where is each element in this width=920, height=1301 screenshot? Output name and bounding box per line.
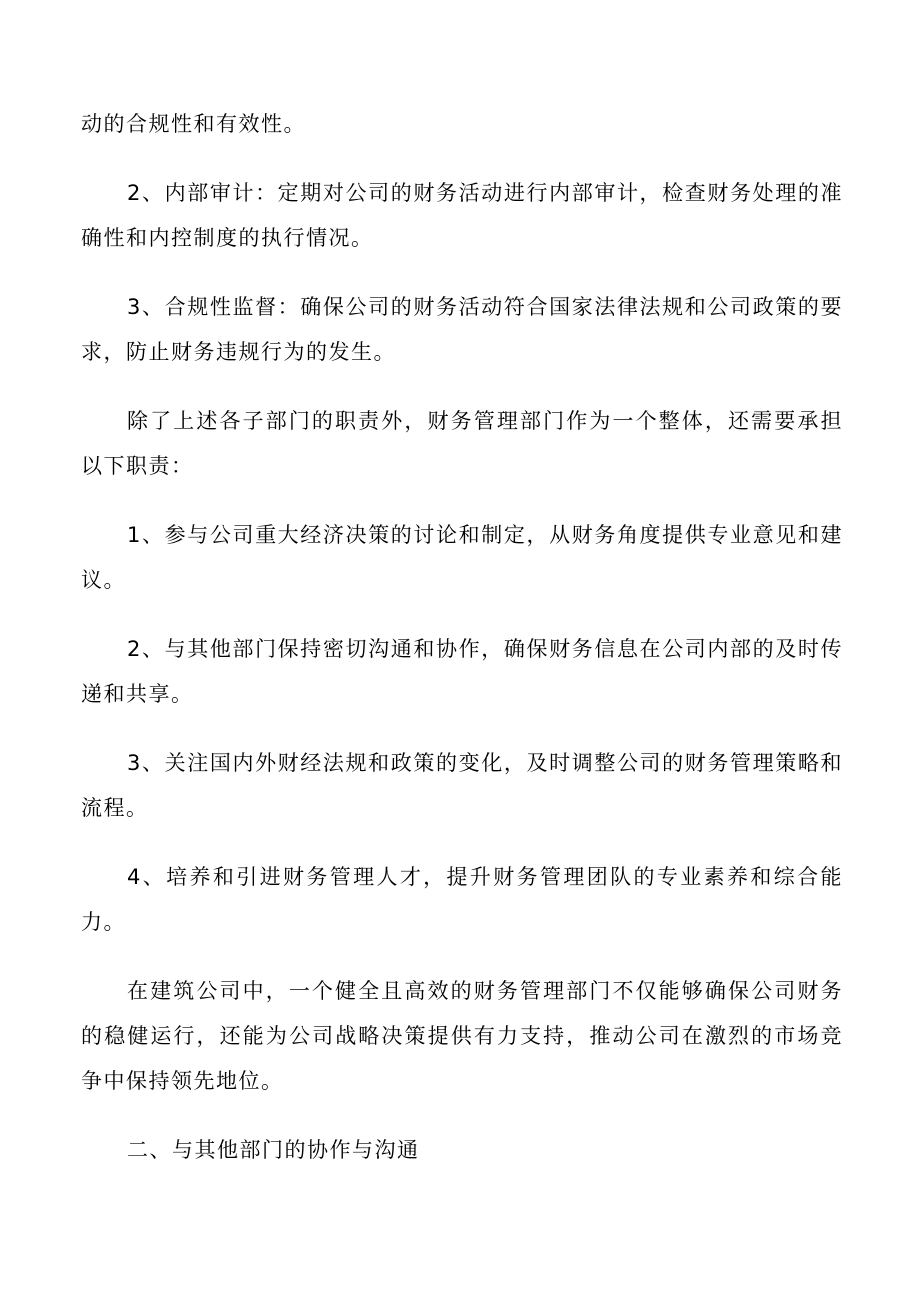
document-body (81, 102, 843, 1173)
paragraph-duty-3: 3、关注国内外财经法规和政策的变化，及时调整公司的财务管理策略和流程。 (81, 751, 843, 820)
paragraph-compliance-supervision: 3、合规性监督：确保公司的财务活动符合国家法律法规和公司政策的要求，防止财务违规行为的发生。 (81, 295, 843, 364)
section-heading: 二、与其他部门的协作与沟通 (127, 1138, 420, 1162)
paragraph-conclusion: 在建筑公司中，一个健全且高效的财务管理部门不仅能够确保公司财务的稳健运行，还能为公司战略决策提供有力支持，推动公司在激烈的市场竞争中保持领先地位。 (81, 979, 843, 1093)
paragraph-overall-duties-intro: 除了上述各子部门的职责外，财务管理部门作为一个整体，还需要承担以下职责： (81, 409, 843, 478)
paragraph-internal-audit: 2、内部审计：定期对公司的财务活动进行内部审计，检查财务处理的准确性和内控制度的执行情况。 (81, 181, 843, 250)
paragraph-duty-4: 4、培养和引进财务管理人才，提升财务管理团队的专业素养和综合能力。 (81, 865, 843, 934)
paragraph-duty-1: 1、参与公司重大经济决策的讨论和制定，从财务角度提供专业意见和建议。 (81, 523, 843, 592)
paragraph-continuation: 动的合规性和有效性。 (81, 112, 306, 136)
paragraph-duty-2: 2、与其他部门保持密切沟通和协作，确保财务信息在公司内部的及时传递和共享。 (81, 637, 843, 706)
